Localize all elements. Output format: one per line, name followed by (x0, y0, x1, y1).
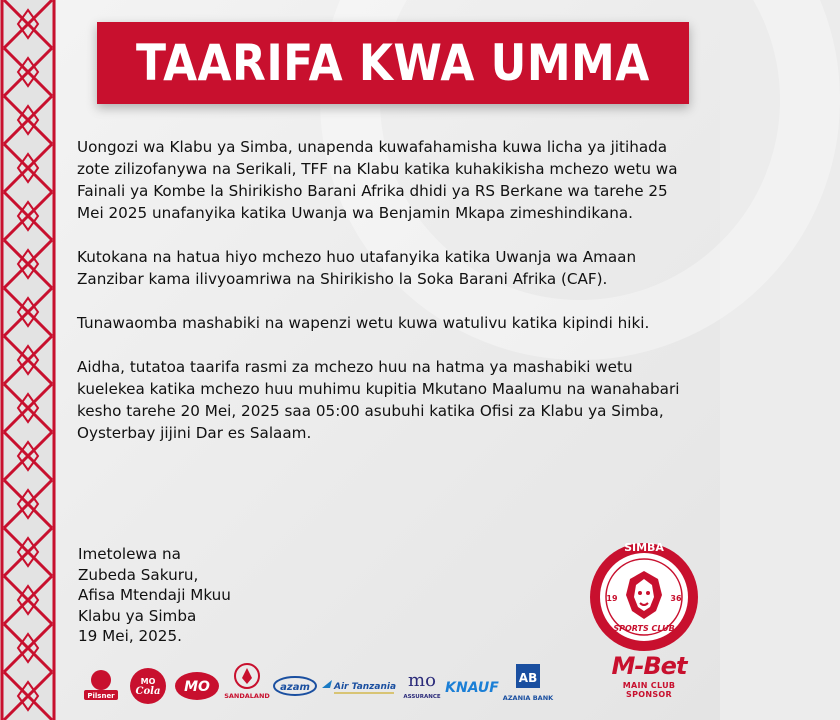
sandaland-logo (226, 660, 268, 708)
paragraph-4: Aidha, tutatoa taarifa rasmi za mchezo huu na hatma ya mashabiki wetu kuelekea katika mchezo huu muhimu kupitia Mkutano Maalumu na wanahabari kesho tarehe 20 Mei, 2025 saa 05:00 asubuhi katika Ofisi za Klabu ya Simba, Oysterbay jijini Dar es Salaam. (77, 358, 680, 442)
decorative-side-band (0, 0, 56, 720)
mo-cola-logo (128, 666, 168, 706)
signature-block (78, 544, 231, 647)
band-zigzag (4, 432, 52, 480)
band-zigzag (4, 384, 52, 432)
sponsor-pilsner-text: Pilsner (87, 692, 115, 700)
svg-text:AB: AB (518, 671, 538, 685)
sponsor-knauf-text: KNAUF (445, 680, 499, 696)
svg-text:MO: MO (140, 677, 156, 686)
band-zigzag (4, 336, 52, 384)
signature-issued-by: Imetolewa na (78, 545, 181, 563)
band-zigzag (4, 48, 52, 96)
main-sponsor-block (604, 652, 694, 699)
announcement-body (77, 136, 697, 466)
sponsor-assurance-text: ASSURANCE (403, 694, 441, 700)
paragraph-1: Uongozi wa Klabu ya Simba, unapenda kuwafahamisha kuwa licha ya jitihada zote zilizofanywa na Serikali, TFF na Klabu katika kuhakikisha mchezo wetu wa Fainali ya Kombe la Shirikisho Barani Afrika dhidi ya RS Berkane wa tarehe 25 Mei 2025 unafanyika katika Uwanja wa Benjamin Mkapa zimeshindikana. (77, 138, 678, 222)
signature-club: Klabu ya Simba (78, 606, 197, 625)
band-zigzag (4, 0, 52, 48)
band-zigzag (4, 624, 52, 672)
knauf-logo (445, 672, 499, 700)
mo-assurance-logo (400, 666, 444, 704)
main-sponsor-label: MAIN CLUB SPONSOR (622, 681, 676, 699)
sponsor-azam-text: azam (280, 682, 310, 693)
svg-text:mo: mo (408, 670, 436, 691)
band-zigzag (4, 672, 52, 720)
band-zigzag (4, 96, 52, 144)
signature-date: 19 Mei, 2025. (78, 627, 182, 645)
paragraph-2: Kutokana na hatua hiyo mchezo huo utafanyika katika Uwanja wa Amaan Zanzibar kama ilivyoamriwa na Shirikisho la Soka Barani Afrika (CAF). (77, 248, 637, 288)
air-tanzania-logo (320, 674, 396, 698)
crest-bottom-text: SPORTS CLUB (613, 624, 675, 633)
signature-name: Zubeda Sakuru, (78, 565, 199, 584)
sponsor-azania-text: AZANIA BANK (502, 694, 554, 702)
tribal-pattern (0, 0, 56, 720)
sponsor-mo-text: MO (184, 679, 210, 695)
simba-crest-logo (588, 541, 700, 653)
sponsor-air-tanzania-text: Air Tanzania (334, 682, 397, 692)
crest-top-text: SIMBA (624, 541, 664, 554)
mbet-logo: M-Bet (611, 652, 687, 680)
azam-logo (272, 674, 318, 698)
band-zigzag (4, 144, 52, 192)
paragraph-3: Tunawaomba mashabiki na wapenzi wetu kuwa watulivu katika kipindi hiki. (77, 314, 650, 332)
signature-position: Afisa Mtendaji Mkuu (78, 586, 231, 604)
crest-year-left: 19 (606, 594, 618, 603)
mo-logo (174, 670, 220, 702)
band-zigzag (4, 240, 52, 288)
band-zigzag (4, 192, 52, 240)
band-zigzag (4, 576, 52, 624)
pilsner-logo (80, 666, 122, 706)
svg-text:Cola: Cola (135, 686, 161, 697)
band-zigzag (4, 528, 52, 576)
azania-bank-logo (502, 662, 554, 708)
band-zigzag (4, 480, 52, 528)
sponsor-sandaland-text: SANDALAND (224, 692, 270, 700)
title-banner (97, 22, 689, 104)
band-zigzag (4, 288, 52, 336)
page-title: TAARIFA KWA UMMA (136, 34, 650, 92)
sponsor-strip (80, 660, 610, 710)
crest-year-right: 36 (670, 594, 682, 603)
